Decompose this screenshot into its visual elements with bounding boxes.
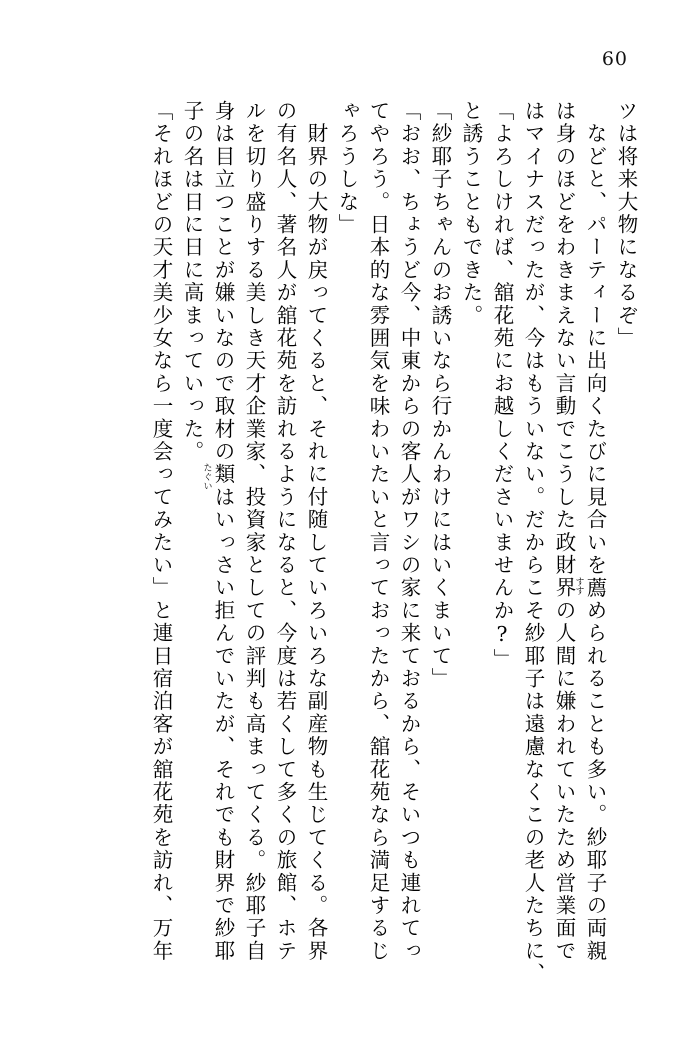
ruby-base: 類 たぐい	[201, 463, 235, 491]
text-line: 「紗耶子ちゃんのお誘いなら行かんわけにはいくまいて」	[428, 100, 452, 691]
text-line: は身のほどをわきまえない言動でこうした政財界の人間に嫌われていたため営業面で	[552, 100, 576, 963]
text-line: ルを切り盛りする美しき天才企業家、投資家としての評判も高まってくる。紗耶子自	[242, 100, 266, 963]
text-line: などと、パーティーに出向くたびに見合いを薦 すす められることも多い。紗耶子の両親	[573, 100, 607, 963]
text-line: ツは将来大物になるぞ」	[614, 100, 638, 350]
text-line: 子の名は日に日に高まっていった。	[180, 100, 204, 464]
text-line: はマイナスだったが、今はもういない。だからこそ紗耶子は遠慮なくこの老人たちに、	[521, 100, 545, 986]
text-line: と誘うこともできた。	[459, 100, 483, 327]
vertical-text-block	[58, 100, 636, 998]
text-line: ゃろうしな」	[335, 100, 359, 237]
text-line: 財界の大物が戻ってくると、それに付随していろいろな副産物も生じてくる。各界	[304, 100, 328, 963]
ruby-base: 薦 すす	[573, 576, 607, 600]
ruby-text: すす	[573, 576, 584, 595]
text-line: てやろう。日本的な雰囲気を味わいたいと言っておったから、舘花苑なら満足するじ	[366, 100, 390, 963]
text-line: 身は目立つことが嫌いなので取材の類 たぐい はいっさい拒んでいたが、それでも財界で紗耶	[201, 100, 235, 963]
page-number: 60	[601, 48, 628, 70]
text-line: 「おお、ちょうど今、中東からの客人がワシの家に来ておるから、そいつも連れてっ	[397, 100, 421, 963]
text-line: の有名人、著名人が舘花苑を訪れるようになると、今度は若くして多くの旅館、ホテ	[273, 100, 297, 963]
text-line: 「それほどの天才美少女なら一度会ってみたい」と連日宿泊客が舘花苑を訪れ、万年	[149, 100, 173, 963]
text-line: 「よろしければ、舘花苑にお越しくださいませんか?」	[490, 100, 514, 671]
ruby-text: たぐい	[201, 463, 212, 491]
